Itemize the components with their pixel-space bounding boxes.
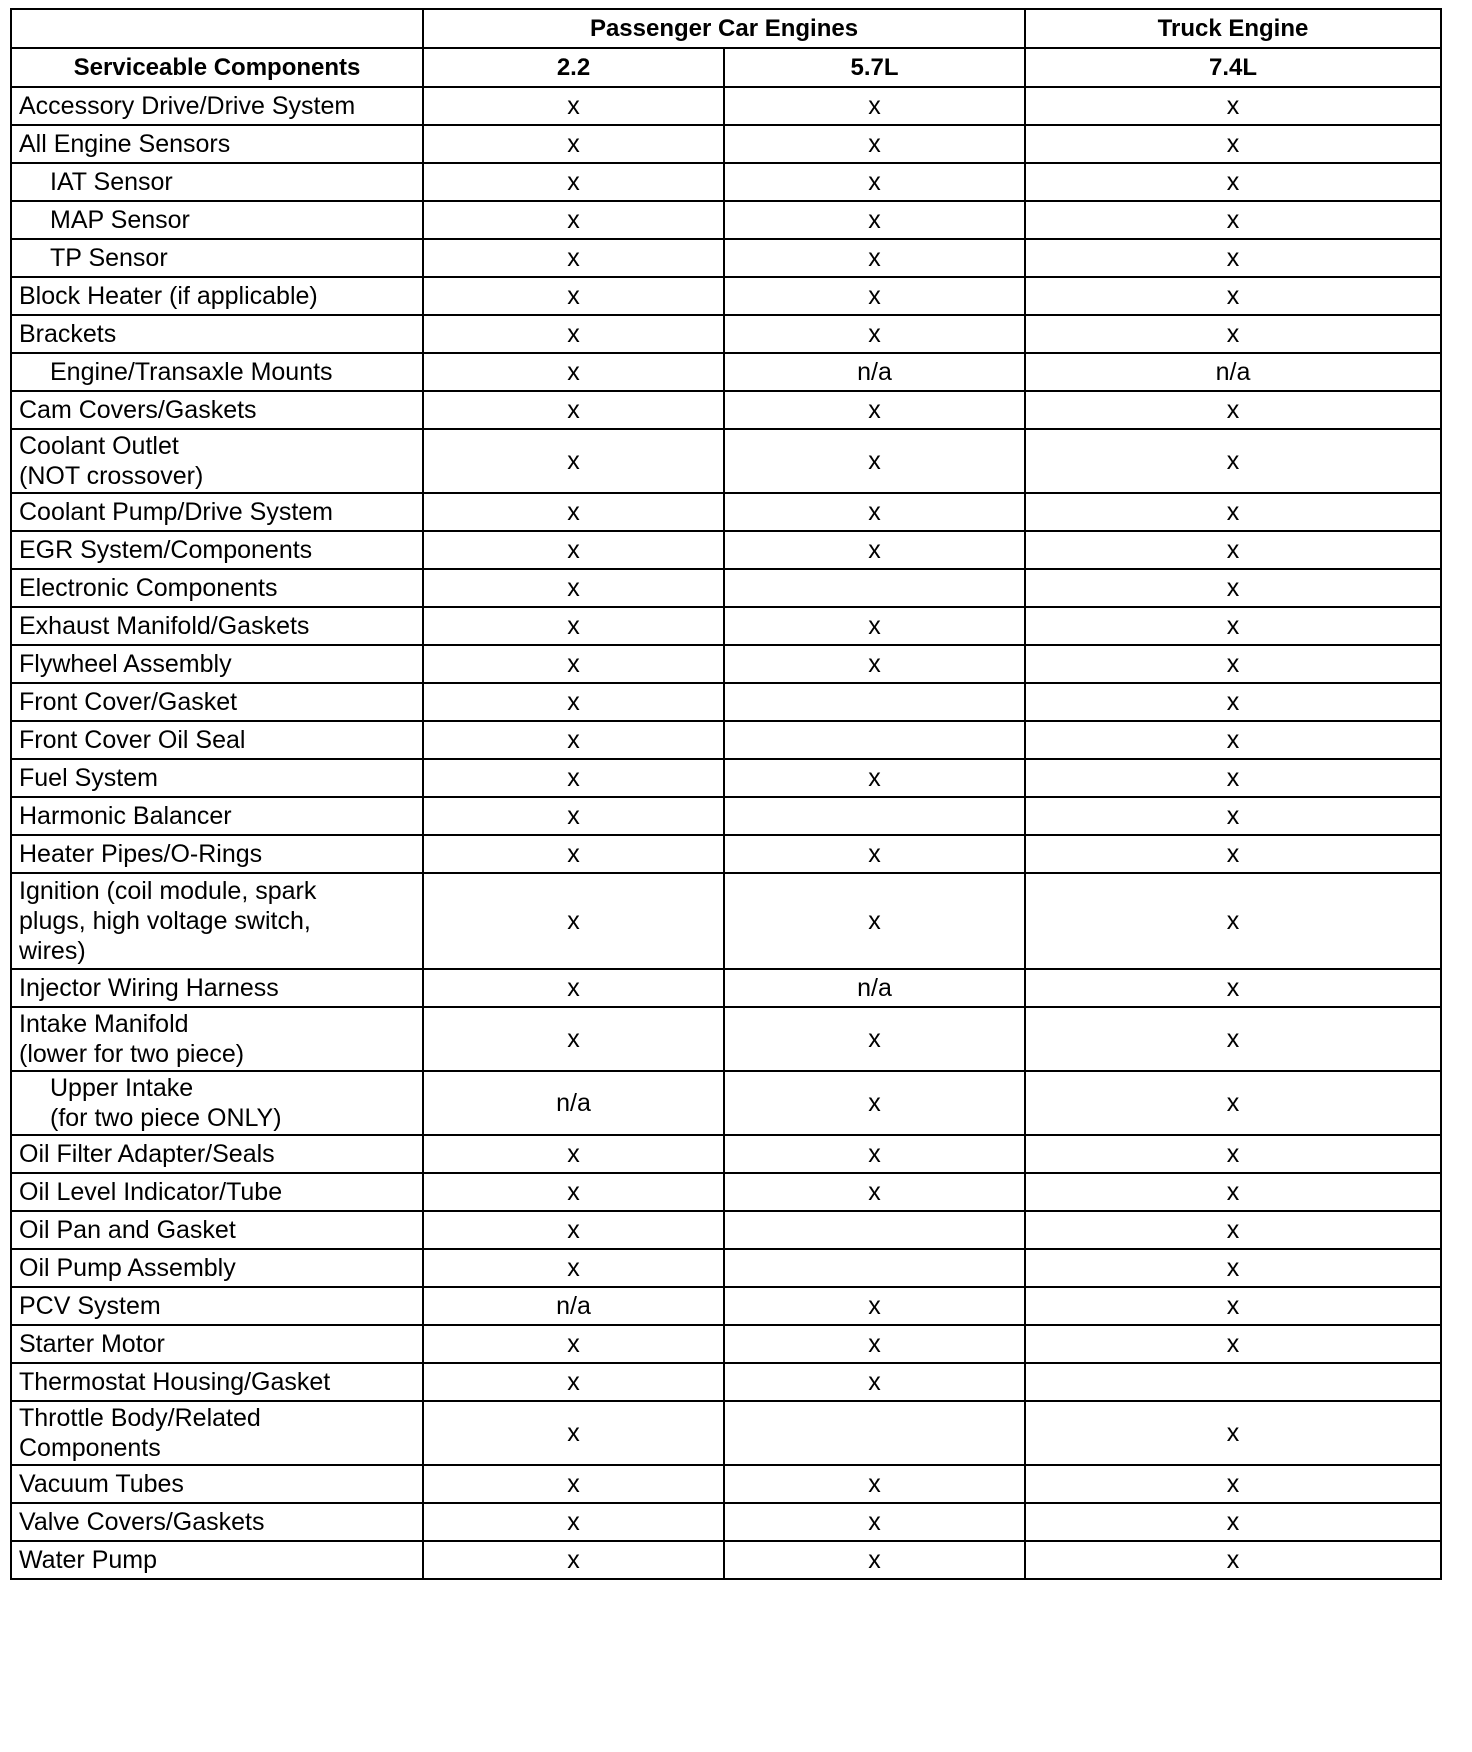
table-row xyxy=(11,125,1441,163)
serviceable-mark: x xyxy=(724,163,1025,201)
serviceable-mark: x xyxy=(724,1465,1025,1503)
table-row xyxy=(11,87,1441,125)
serviceable-mark xyxy=(724,569,1025,607)
table-row xyxy=(11,721,1441,759)
serviceable-mark: x xyxy=(724,759,1025,797)
serviceable-mark: x xyxy=(724,1071,1025,1135)
component-name: Throttle Body/Related Components xyxy=(11,1401,423,1465)
serviceable-mark: n/a xyxy=(1025,353,1441,391)
serviceable-mark: x xyxy=(1025,1135,1441,1173)
table-row xyxy=(11,201,1441,239)
serviceable-mark: x xyxy=(1025,1007,1441,1071)
serviceable-mark: x xyxy=(1025,759,1441,797)
component-name: Brackets xyxy=(11,315,423,353)
serviceable-mark: x xyxy=(724,315,1025,353)
serviceable-mark: n/a xyxy=(423,1071,724,1135)
serviceable-mark: x xyxy=(423,1401,724,1465)
serviceable-mark: x xyxy=(1025,125,1441,163)
serviceable-mark: x xyxy=(1025,1503,1441,1541)
serviceable-mark: x xyxy=(423,1541,724,1579)
component-name: Water Pump xyxy=(11,1541,423,1579)
serviceable-mark: x xyxy=(423,797,724,835)
serviceable-mark: x xyxy=(1025,607,1441,645)
serviceable-mark: x xyxy=(1025,1287,1441,1325)
component-name: Oil Pan and Gasket xyxy=(11,1211,423,1249)
serviceable-mark: x xyxy=(423,493,724,531)
table-row xyxy=(11,239,1441,277)
serviceable-mark: x xyxy=(724,607,1025,645)
corner-cell xyxy=(11,9,423,48)
passenger-engines-heading: Passenger Car Engines xyxy=(423,9,1025,48)
component-name: PCV System xyxy=(11,1287,423,1325)
serviceable-mark: x xyxy=(423,125,724,163)
serviceable-mark: x xyxy=(1025,683,1441,721)
engine-header-row xyxy=(11,48,1441,87)
serviceable-mark: x xyxy=(1025,1541,1441,1579)
component-name: Flywheel Assembly xyxy=(11,645,423,683)
engine-heading-7-4l: 7.4L xyxy=(1025,48,1441,87)
component-name: Oil Pump Assembly xyxy=(11,1249,423,1287)
serviceable-mark: x xyxy=(724,1287,1025,1325)
serviceable-mark: x xyxy=(423,721,724,759)
serviceable-mark: x xyxy=(423,759,724,797)
serviceable-mark: x xyxy=(1025,429,1441,493)
component-name: Accessory Drive/Drive System xyxy=(11,87,423,125)
serviceable-mark: x xyxy=(1025,721,1441,759)
serviceable-mark: x xyxy=(1025,201,1441,239)
serviceable-mark: x xyxy=(423,1211,724,1249)
serviceable-mark: x xyxy=(1025,1249,1441,1287)
serviceable-mark: x xyxy=(423,1007,724,1071)
serviceable-mark: x xyxy=(724,1363,1025,1401)
components-heading: Serviceable Components xyxy=(11,48,423,87)
serviceable-mark: x xyxy=(423,1503,724,1541)
serviceable-mark xyxy=(724,1249,1025,1287)
table-row xyxy=(11,1007,1441,1071)
serviceable-mark: x xyxy=(1025,1071,1441,1135)
table-row xyxy=(11,353,1441,391)
serviceable-mark: x xyxy=(1025,645,1441,683)
serviceable-mark: x xyxy=(423,277,724,315)
serviceable-mark: x xyxy=(1025,969,1441,1007)
serviceable-mark: x xyxy=(423,1249,724,1287)
serviceable-mark: n/a xyxy=(423,1287,724,1325)
table-row xyxy=(11,1503,1441,1541)
serviceable-mark xyxy=(724,1401,1025,1465)
component-name: Oil Level Indicator/Tube xyxy=(11,1173,423,1211)
serviceable-mark xyxy=(1025,1363,1441,1401)
component-name: All Engine Sensors xyxy=(11,125,423,163)
serviceable-mark: n/a xyxy=(724,353,1025,391)
serviceable-mark: x xyxy=(1025,531,1441,569)
table-row xyxy=(11,569,1441,607)
serviceable-mark: x xyxy=(423,645,724,683)
truck-engine-heading: Truck Engine xyxy=(1025,9,1441,48)
serviceable-mark: x xyxy=(1025,493,1441,531)
serviceable-mark: x xyxy=(1025,797,1441,835)
serviceable-mark: x xyxy=(423,683,724,721)
serviceable-mark: x xyxy=(423,87,724,125)
component-name: Cam Covers/Gaskets xyxy=(11,391,423,429)
serviceable-mark: x xyxy=(423,607,724,645)
table-row xyxy=(11,277,1441,315)
table-row xyxy=(11,1211,1441,1249)
component-name: Engine/Transaxle Mounts xyxy=(11,353,423,391)
component-name: Block Heater (if applicable) xyxy=(11,277,423,315)
serviceable-mark xyxy=(724,683,1025,721)
table-row xyxy=(11,1287,1441,1325)
serviceable-mark: x xyxy=(724,391,1025,429)
table-row xyxy=(11,391,1441,429)
serviceable-mark: x xyxy=(1025,1173,1441,1211)
table-row xyxy=(11,873,1441,969)
serviceable-mark: x xyxy=(724,531,1025,569)
serviceable-mark: x xyxy=(724,239,1025,277)
serviceable-components-table xyxy=(10,8,1442,1580)
engine-heading-5-7l: 5.7L xyxy=(724,48,1025,87)
component-name: Valve Covers/Gaskets xyxy=(11,1503,423,1541)
serviceable-mark: x xyxy=(1025,1211,1441,1249)
serviceable-mark: x xyxy=(423,353,724,391)
serviceable-mark: x xyxy=(724,1541,1025,1579)
serviceable-mark: x xyxy=(724,873,1025,969)
serviceable-mark: x xyxy=(423,429,724,493)
component-name: Starter Motor xyxy=(11,1325,423,1363)
serviceable-mark: x xyxy=(423,315,724,353)
table-row xyxy=(11,645,1441,683)
serviceable-mark: x xyxy=(1025,277,1441,315)
table-row xyxy=(11,759,1441,797)
table-row xyxy=(11,683,1441,721)
group-header-row xyxy=(11,9,1441,48)
table-row xyxy=(11,315,1441,353)
serviceable-mark: x xyxy=(1025,569,1441,607)
component-name: Exhaust Manifold/Gaskets xyxy=(11,607,423,645)
serviceable-mark xyxy=(724,797,1025,835)
serviceable-mark: x xyxy=(724,645,1025,683)
serviceable-mark: x xyxy=(724,1173,1025,1211)
table-row xyxy=(11,1135,1441,1173)
serviceable-mark: n/a xyxy=(724,969,1025,1007)
component-name: Front Cover Oil Seal xyxy=(11,721,423,759)
component-name: IAT Sensor xyxy=(11,163,423,201)
component-name: Coolant Outlet (NOT crossover) xyxy=(11,429,423,493)
serviceable-mark: x xyxy=(1025,163,1441,201)
component-name: Heater Pipes/O-Rings xyxy=(11,835,423,873)
table-body xyxy=(11,87,1441,1579)
table-row xyxy=(11,1071,1441,1135)
component-name: MAP Sensor xyxy=(11,201,423,239)
serviceable-mark: x xyxy=(1025,391,1441,429)
serviceable-mark: x xyxy=(724,493,1025,531)
table-row xyxy=(11,1465,1441,1503)
serviceable-mark: x xyxy=(724,835,1025,873)
serviceable-mark: x xyxy=(724,429,1025,493)
component-name: Injector Wiring Harness xyxy=(11,969,423,1007)
component-name: Intake Manifold (lower for two piece) xyxy=(11,1007,423,1071)
component-name: Thermostat Housing/Gasket xyxy=(11,1363,423,1401)
component-name: Vacuum Tubes xyxy=(11,1465,423,1503)
serviceable-mark: x xyxy=(1025,1401,1441,1465)
serviceable-mark: x xyxy=(423,569,724,607)
serviceable-mark: x xyxy=(423,239,724,277)
serviceable-mark: x xyxy=(724,1503,1025,1541)
serviceable-mark xyxy=(724,1211,1025,1249)
table-row xyxy=(11,163,1441,201)
serviceable-mark: x xyxy=(1025,1325,1441,1363)
component-name: Harmonic Balancer xyxy=(11,797,423,835)
serviceable-mark: x xyxy=(724,1007,1025,1071)
engine-heading-2-2: 2.2 xyxy=(423,48,724,87)
component-name: Upper Intake (for two piece ONLY) xyxy=(11,1071,423,1135)
serviceable-mark: x xyxy=(1025,87,1441,125)
serviceable-mark: x xyxy=(423,1135,724,1173)
serviceable-mark: x xyxy=(724,201,1025,239)
table-row xyxy=(11,1325,1441,1363)
serviceable-mark: x xyxy=(1025,873,1441,969)
component-name: Fuel System xyxy=(11,759,423,797)
component-name: Electronic Components xyxy=(11,569,423,607)
serviceable-mark: x xyxy=(423,391,724,429)
component-name: TP Sensor xyxy=(11,239,423,277)
serviceable-mark: x xyxy=(1025,239,1441,277)
serviceable-mark: x xyxy=(1025,315,1441,353)
serviceable-mark: x xyxy=(423,163,724,201)
serviceable-mark: x xyxy=(724,87,1025,125)
table-row xyxy=(11,969,1441,1007)
table-row xyxy=(11,429,1441,493)
serviceable-mark: x xyxy=(1025,1465,1441,1503)
table-row xyxy=(11,1173,1441,1211)
serviceable-mark: x xyxy=(423,873,724,969)
component-name: Coolant Pump/Drive System xyxy=(11,493,423,531)
serviceable-mark: x xyxy=(423,1465,724,1503)
serviceable-mark: x xyxy=(423,835,724,873)
table-row xyxy=(11,1541,1441,1579)
serviceable-mark: x xyxy=(724,1135,1025,1173)
serviceable-mark: x xyxy=(423,969,724,1007)
serviceable-mark: x xyxy=(1025,835,1441,873)
serviceable-mark: x xyxy=(724,1325,1025,1363)
component-name: EGR System/Components xyxy=(11,531,423,569)
component-name: Oil Filter Adapter/Seals xyxy=(11,1135,423,1173)
serviceable-mark: x xyxy=(724,277,1025,315)
serviceable-mark: x xyxy=(423,1363,724,1401)
table-row xyxy=(11,607,1441,645)
table-row xyxy=(11,1401,1441,1465)
table-row xyxy=(11,835,1441,873)
table-row xyxy=(11,1363,1441,1401)
table-row xyxy=(11,493,1441,531)
table-row xyxy=(11,797,1441,835)
component-name: Ignition (coil module, spark plugs, high voltage switch, wires) xyxy=(11,873,423,969)
table-row xyxy=(11,1249,1441,1287)
serviceable-mark: x xyxy=(724,125,1025,163)
table-row xyxy=(11,531,1441,569)
serviceable-mark xyxy=(724,721,1025,759)
serviceable-mark: x xyxy=(423,531,724,569)
serviceable-mark: x xyxy=(423,1325,724,1363)
serviceable-mark: x xyxy=(423,201,724,239)
component-name: Front Cover/Gasket xyxy=(11,683,423,721)
serviceable-mark: x xyxy=(423,1173,724,1211)
